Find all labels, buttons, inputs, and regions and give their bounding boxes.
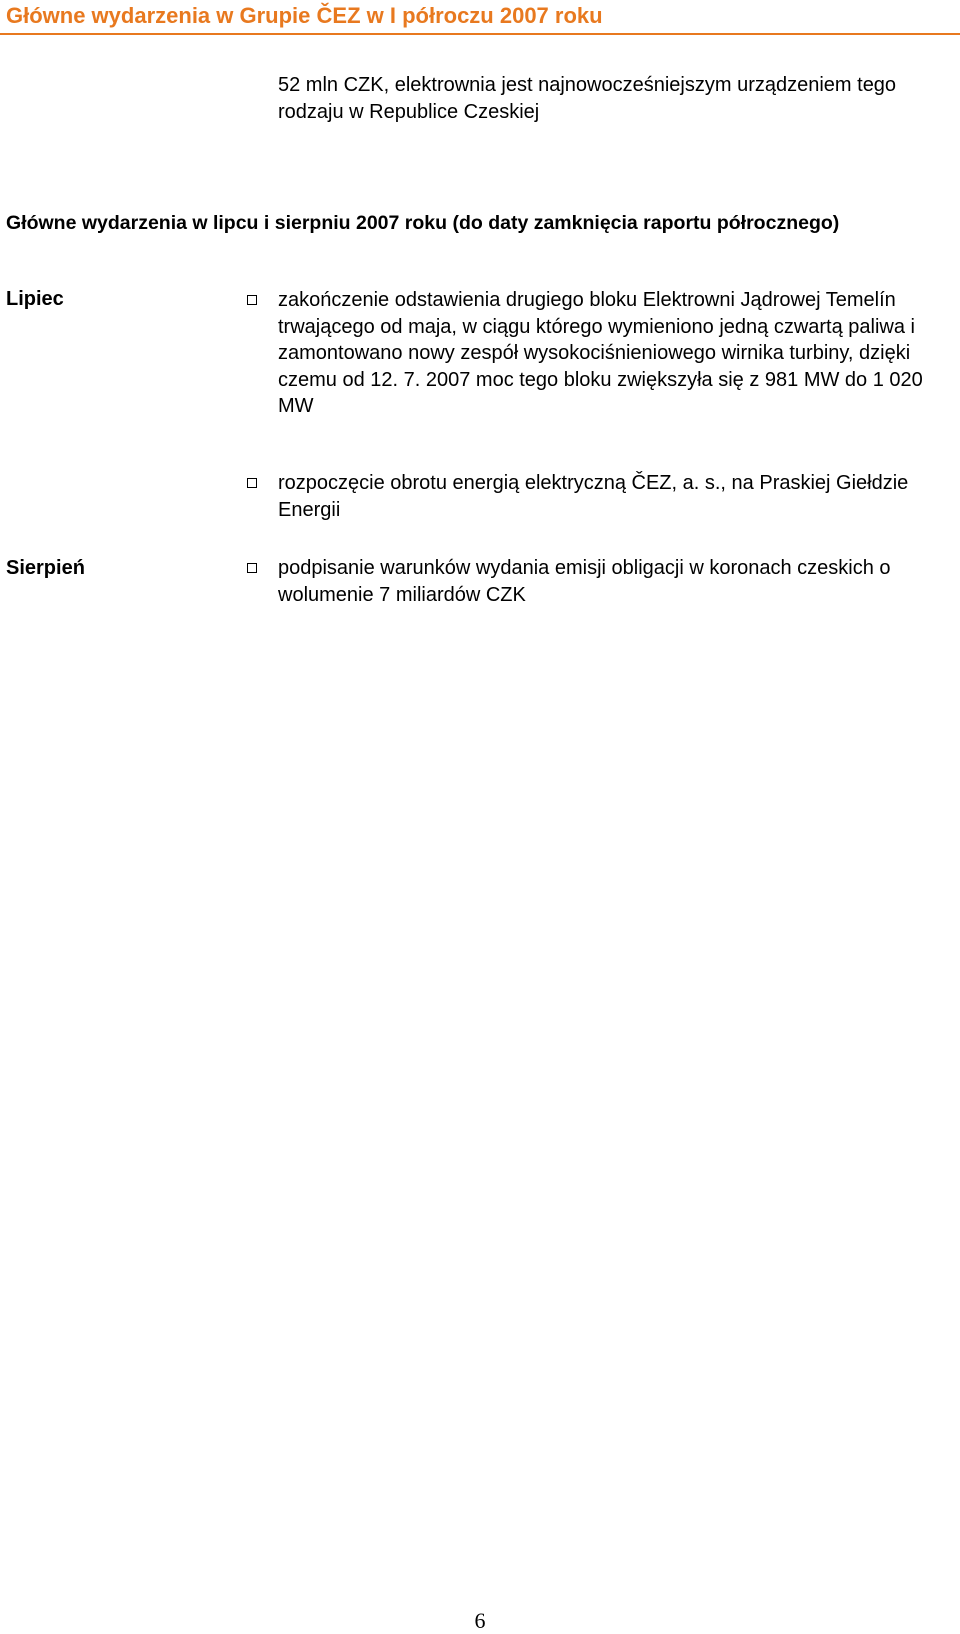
checkbox-bullet-icon bbox=[247, 563, 257, 573]
month-label-august: Sierpień bbox=[6, 557, 85, 579]
page-title: Główne wydarzenia w Grupie ČEZ w I półroczu 2007 roku bbox=[6, 3, 603, 28]
month-label-july: Lipiec bbox=[6, 288, 64, 310]
intro-paragraph: 52 mln CZK, elektrownia jest najnowocześniejszym urządzeniem tego rodzaju w Republice Czeskiej bbox=[278, 74, 897, 123]
checkbox-bullet-icon bbox=[247, 478, 257, 488]
section-heading: Główne wydarzenia w lipcu i sierpniu 2007 roku (do daty zamknięcia raportu półrocznego) bbox=[6, 212, 840, 234]
page-header bbox=[0, 0, 960, 35]
page-number: 6 bbox=[474, 1608, 486, 1633]
list-item-text: zakończenie odstawienia drugiego bloku Elektrowni Jądrowej Temelín trwającego od maja, w ciągu którego wymieniono jedną czwartą paliwa i zamontowano nowy zespół wysokociśnieniowego wirnika turbiny, dzięki czemu od 12. 7. 2007 moc tego bloku zwiększyła się z 981 MW do 1 020 MW bbox=[278, 289, 923, 417]
list-item-text: podpisanie warunków wydania emisji obligacji w koronach czeskich o wolumenie 7 miliardów CZK bbox=[278, 557, 891, 606]
list-item-text: rozpoczęcie obrotu energią elektryczną ČEZ, a. s., na Praskiej Giełdzie Energii bbox=[278, 472, 909, 521]
checkbox-bullet-icon bbox=[247, 295, 257, 305]
